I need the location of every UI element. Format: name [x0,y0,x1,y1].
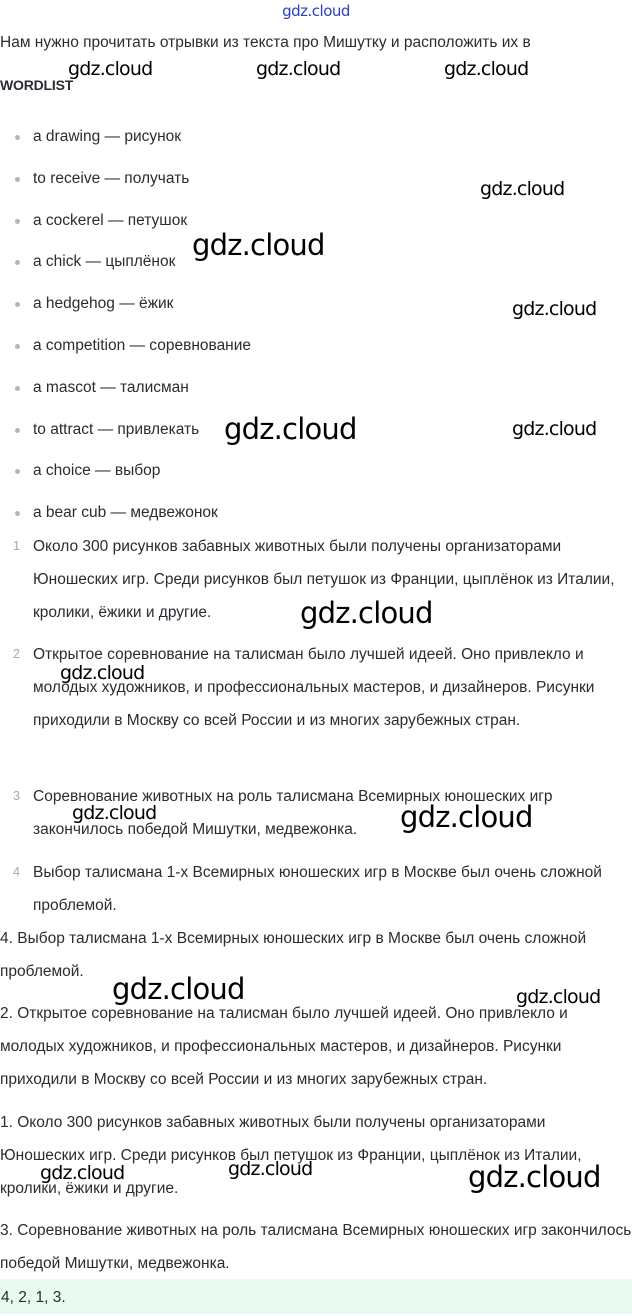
bullet-icon [15,260,20,265]
excerpt-item: 1 Около 300 рисунков забавных животных были получены организаторами Юношеских игр. Среди рисунков был петушок из Франции, цыплёнок из Италии, кролики, ёжики и другие. [13,538,615,621]
watermark: gdz.cloud [400,800,533,834]
watermark: gdz.cloud [228,1158,313,1180]
watermark: gdz.cloud [516,986,601,1008]
wordlist-item: a choice — выбор [0,451,251,493]
answer-paragraph: 4. Выбор талисмана 1-х Всемирных юношеских игр в Москве был очень сложной проблемой. [0,930,587,980]
wordlist-item: a cockerel — петушок [0,201,251,243]
watermark: gdz.cloud [68,58,153,80]
bullet-icon [15,302,20,307]
answer-paragraph: 1. Около 300 рисунков забавных животных были получены организаторами Юношеских игр. Среди рисунков был петушок из Франции, цыплёнок из Италии, кролики, ёжики и другие. [0,1114,582,1197]
watermark: gdz.cloud [256,58,341,80]
bullet-icon [15,135,20,140]
watermark: gdz.cloud [444,58,529,80]
bullet-icon [15,177,20,182]
wordlist-title: WORDLIST [0,77,74,93]
watermark: gdz.cloud [468,1160,601,1194]
final-answer: 4, 2, 1, 3. [0,1279,632,1314]
watermark: gdz.cloud [192,228,325,262]
wordlist-item: a chick — цыплёнок [0,242,251,284]
wordlist-item: a competition — соревнование [0,326,251,368]
wordlist-item: a bear cub — медвежонок [0,493,251,535]
excerpt-item: 3 Соревнование животных на роль талисмана Всемирных юношеских игр закончилось победой Мишутки, медвежонка. [13,788,553,838]
bullet-icon [15,344,20,349]
watermark: gdz.cloud [60,662,145,684]
watermark: gdz.cloud [300,596,433,630]
watermark: gdz.cloud [512,418,597,440]
site-watermark-top: gdz.cloud [282,2,350,20]
bullet-icon [15,469,20,474]
bullet-icon [15,386,20,391]
bullet-icon [15,428,20,433]
wordlist-item: a hedgehog — ёжик [0,284,251,326]
wordlist-item: a drawing — рисунок [0,117,251,159]
bullet-icon [15,511,20,516]
wordlist-item: to receive — получать [0,159,251,201]
excerpt-item: 2 Открытое соревнование на талисман было лучшей идеей. Оно привлекло и молодых художников, и профессиональных мастеров, и дизайнеров. Рисунки приходили в Москву со всей России и из многих зарубежных стран. [13,646,595,729]
answer-paragraph: 2. Открытое соревнование на талисман было лучшей идеей. Оно привлекло и молодых художников, и профессиональных мастеров, и дизайнеров. Рисунки приходили в Москву со всей России и из многих зарубежных стран. [0,1005,568,1088]
watermark: gdz.cloud [112,972,245,1006]
watermark: gdz.cloud [72,802,157,824]
excerpt-list [0,530,632,924]
watermark: gdz.cloud [40,1162,125,1184]
watermark: gdz.cloud [480,178,565,200]
excerpt-item: 4 Выбор талисмана 1-х Всемирных юношеских игр в Москве был очень сложной проблемой. [13,864,602,914]
wordlist-item: a mascot — талисман [0,368,251,410]
bullet-icon [15,219,20,224]
answer-paragraph: 3. Соревнование животных на роль талисмана Всемирных юношеских игр закончилось победой Мишутки, медвежонка. [0,1222,632,1272]
watermark: gdz.cloud [512,298,597,320]
intro-text: Нам нужно прочитать отрывки из текста про Мишутку и расположить их в [0,34,531,51]
watermark: gdz.cloud [224,412,357,446]
wordlist [0,117,251,535]
wordlist-item: to attract — привлекать [0,410,251,452]
